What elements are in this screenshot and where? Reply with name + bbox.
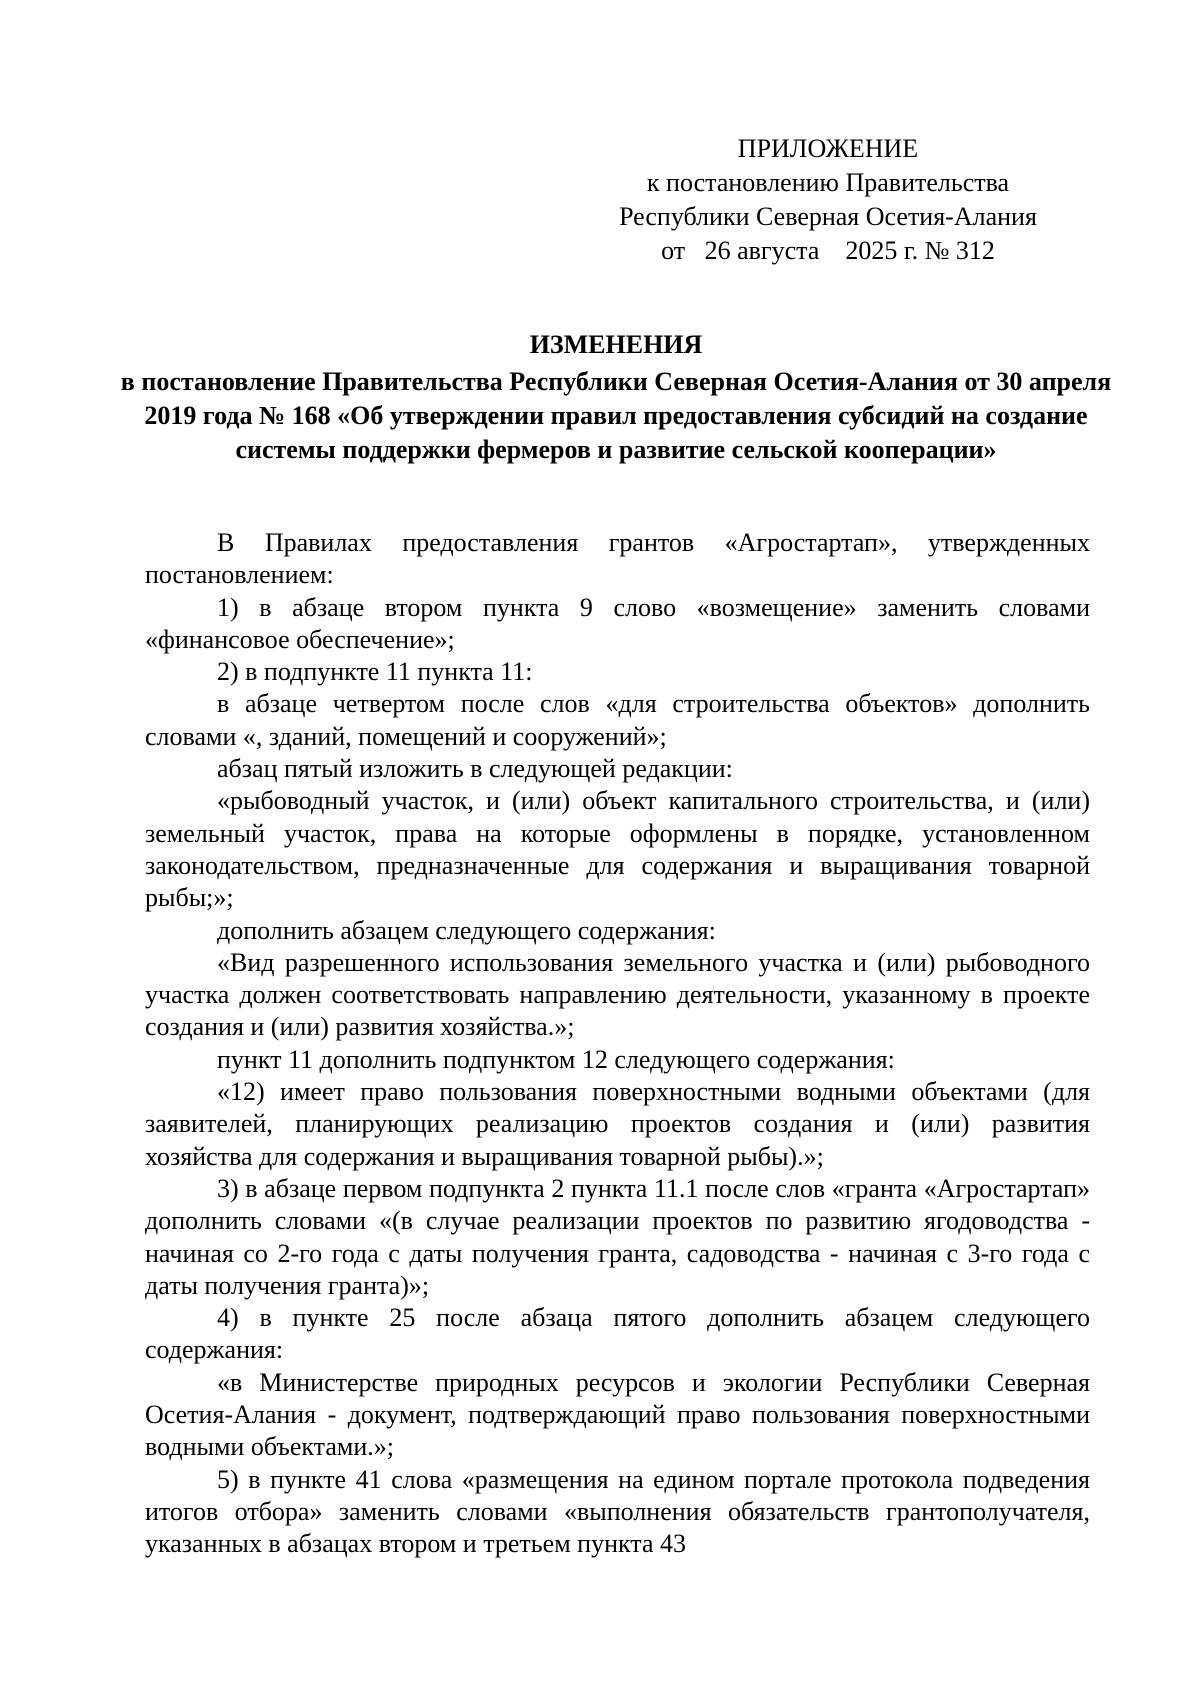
- body-paragraph: в абзаце четвертом после слов «для строительства объектов» дополнить словами «, зданий, помещений и сооружений»;: [145, 689, 1090, 751]
- body-paragraph: «в Министерстве природных ресурсов и экологии Республики Северная Осетия-Алания - документ, подтверждающий право пользования поверхностными водными объектами.»;: [145, 1367, 1090, 1462]
- title-heading: ИЗМЕНЕНИЯ: [529, 330, 703, 359]
- body-paragraph: абзац пятый изложить в следующей редакции:: [217, 754, 733, 784]
- body-paragraph: 5) в пункте 41 слова «размещения на едином портале протокола подведения итогов отбора» заменить словами «выполнения обязательств грантополучателя, указанных в абзацах втором и третьем пункта 43: [145, 1464, 1090, 1559]
- body-paragraph: 4) в пункте 25 после абзаца пятого дополнить абзацем следующего содержания:: [145, 1303, 1090, 1365]
- document-title: [120, 328, 1112, 467]
- body-paragraph: «Вид разрешенного использования земельного участка и (или) рыбоводного участка должен соответствовать направлению деятельности, указанному в проекте создания и (или) развития хозяйства.»;: [145, 947, 1090, 1042]
- body-paragraph: 1) в абзаце втором пункта 9 слово «возмещение» заменить словами «финансовое обеспечение»;: [145, 592, 1090, 654]
- body-paragraph: «12) имеет право пользования поверхностными водными объектами (для заявителей, планирующих реализацию проектов создания и (или) развития хозяйства для содержания и выращивания товарной рыбы).»;: [145, 1077, 1090, 1171]
- body-paragraph: пункт 11 дополнить подпунктом 12 следующего содержания:: [217, 1044, 895, 1074]
- body-paragraph: «рыбоводный участок, и (или) объект капитального строительства, и (или) земельный участок, права на которые оформлены в порядке, установленном законодательством, предназначенные для содержания и выращивания товарной рыбы;»;: [145, 786, 1090, 913]
- title-subheading: в постановление Правительства Республики Северная Осетия-Алания от 30 апреля 2019 года № 168 «Об утверждении правил предоставления субсидий на создание системы поддержки фермеров и развитие сельской кооперации»: [120, 367, 1112, 464]
- body-paragraph: 3) в абзаце первом подпункта 2 пункта 11.1 после слов «гранта «Агростартап» дополнить словами «(в случае реализации проектов по развитию ягодоводства - начиная со 2-го года с даты получения гранта, садоводства - начиная с 3-го года с даты получения гранта)»;: [145, 1173, 1090, 1300]
- appendix-date-number: от 26 августа 2025 г. № 312: [661, 236, 995, 265]
- body-paragraph: 2) в подпункте 11 пункта 11:: [217, 657, 533, 687]
- document-body: [145, 527, 1090, 1561]
- appendix-header: [588, 132, 1068, 268]
- body-paragraph: В Правилах предоставления грантов «Агростартап», утвержденных постановлением:: [145, 528, 1090, 590]
- appendix-reference-line: к постановлению Правительства: [646, 168, 1010, 197]
- appendix-government-line: Республики Северная Осетия-Алания: [619, 202, 1037, 231]
- appendix-label: ПРИЛОЖЕНИЕ: [737, 134, 919, 163]
- body-paragraph: дополнить абзацем следующего содержания:: [217, 915, 716, 945]
